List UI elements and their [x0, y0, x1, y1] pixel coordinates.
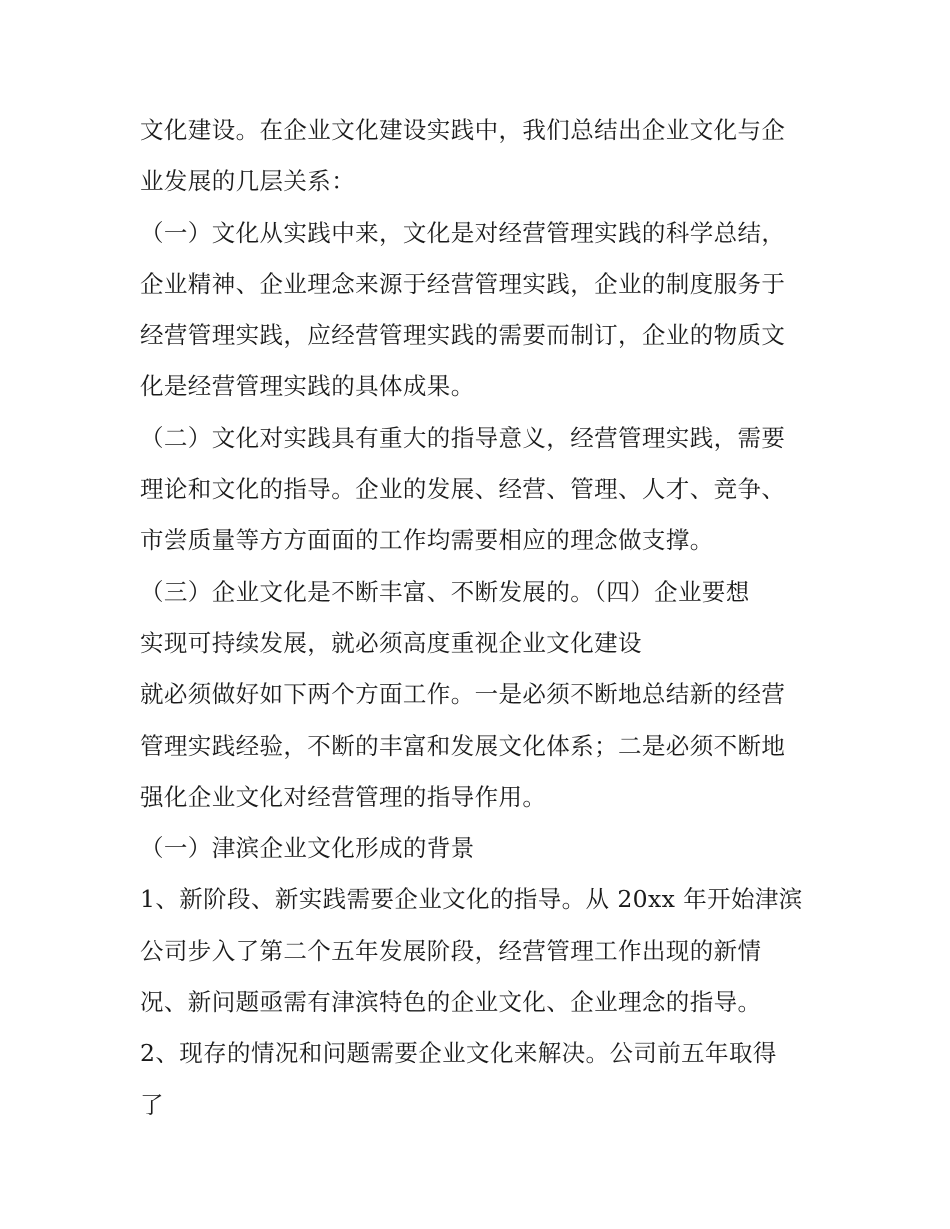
text-line: （二）文化对实践具有重大的指导意义，经营管理实践，需要 — [140, 423, 786, 452]
text-line: （一）津滨企业文化形成的背景 — [140, 834, 475, 863]
text-line: （一）文化从实践中来，文化是对经营管理实践的科学总结， — [140, 218, 786, 247]
text-line: （三）企业文化是不断丰富、不断发展的。（四）企业要想 — [140, 577, 750, 606]
text-line: 就必须做好如下两个方面工作。一是必须不断地总结新的经营 — [140, 680, 786, 709]
text-line: 公司步入了第二个五年发展阶段，经营管理工作出现的新情 — [140, 936, 762, 965]
text-line: 化是经营管理实践的具体成果。 — [140, 372, 475, 401]
text-line: 市尝质量等方方面面的工作均需要相应的理念做支撑。 — [140, 526, 714, 555]
text-line: 况、新问题亟需有津滨特色的企业文化、企业理念的指导。 — [140, 988, 762, 1017]
text-line: 实现可持续发展，就必须高度重视企业文化建设 — [140, 628, 642, 657]
text-line: 1、新阶段、新实践需要企业文化的指导。从 20xx 年开始津滨 — [140, 885, 803, 914]
text-line: 理论和文化的指导。企业的发展、经营、管理、人才、竞争、 — [140, 475, 786, 504]
text-line: 了 — [140, 1090, 164, 1119]
text-line: 文化建设。在企业文化建设实践中，我们总结出企业文化与企 — [140, 116, 786, 144]
text-line: 强化企业文化对经营管理的指导作用。 — [140, 782, 547, 811]
text-line: 经营管理实践，应经营管理实践的需要而制订，企业的物质文 — [140, 321, 786, 350]
text-line: 2、现存的情况和问题需要企业文化来解决。公司前五年取得 — [140, 1039, 777, 1068]
text-line: 企业精神、企业理念来源于经营管理实践，企业的制度服务于 — [140, 269, 786, 298]
text-line: 管理实践经验，不断的丰富和发展文化体系；二是必须不断地 — [140, 731, 786, 760]
body-text — [140, 105, 820, 1131]
text-line: 业发展的几层关系： — [140, 167, 356, 196]
